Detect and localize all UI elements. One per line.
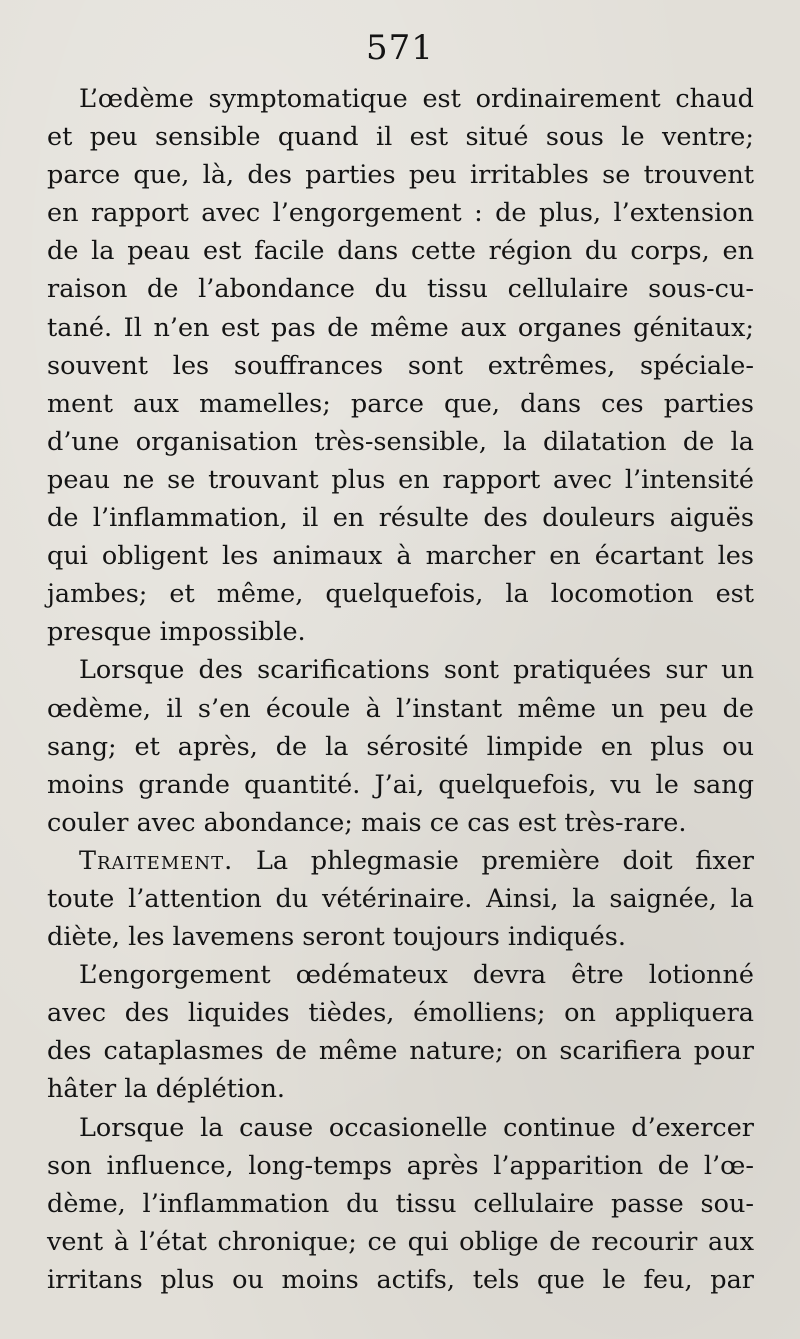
text-line: Lorsque des scarifications sont pratiquées sur un <box>79 655 754 686</box>
text-line: ment aux mamelles; parce que, dans ces parties <box>47 388 754 419</box>
text-line: des cataplasmes de même nature; on scarifiera pour <box>47 1036 754 1067</box>
text-line: moins grande quantité. J’ai, quelquefois, vu le sang <box>47 769 754 800</box>
text-line: diète, les lavemens seront toujours indiqués. <box>47 922 626 953</box>
text-line: avec des liquides tièdes, émolliens; on appliquera <box>47 998 754 1029</box>
text-line: couler avec abondance; mais ce cas est très-rare. <box>47 807 687 838</box>
text-line: en rapport avec l’engorgement : de plus, l’extension <box>47 198 754 229</box>
text-line: L’œdème symptomatique est ordinairement chaud <box>79 84 754 114</box>
text-line: presque impossible. <box>47 617 306 648</box>
text-line: souvent les souffrances sont extrêmes, spéciale- <box>47 350 754 381</box>
text-line: vent à l’état chronique; ce qui oblige de recourir aux <box>47 1226 754 1257</box>
text-line: qui obligent les animaux à marcher en écartant les <box>47 541 754 572</box>
text-fragment: La phlegmasie première doit fixer <box>255 845 754 876</box>
text-line: parce que, là, des parties peu irritables se trouvent <box>47 160 754 191</box>
text-line: son influence, long-temps après l’apparition de l’œ- <box>47 1150 754 1181</box>
text-line: peau ne se trouvant plus en rapport avec l’intensité <box>47 464 754 495</box>
text-line: de l’inflammation, il en résulte des douleurs aiguës <box>47 503 754 534</box>
text-line: et peu sensible quand il est situé sous le ventre; <box>47 122 754 153</box>
text-line: L’engorgement œdémateux devra être lotionné <box>79 960 754 991</box>
text-line: tané. Il n’en est pas de même aux organes génitaux; <box>47 312 754 343</box>
paragraph-scarifications <box>47 651 754 841</box>
text-line: sang; et après, de la sérosité limpide en plus ou <box>47 731 754 762</box>
paragraph-lotion <box>47 956 754 1108</box>
body-text <box>47 80 754 1299</box>
text-line: hâter la déplétion. <box>47 1074 285 1105</box>
paragraph-chronic <box>47 1109 754 1299</box>
text-line: toute l’attention du vétérinaire. Ainsi, la saignée, la <box>47 883 754 914</box>
text-line: raison de l’abondance du tissu cellulaire sous-cu- <box>47 274 754 305</box>
text-line: œdème, il s’en écoule à l’instant même un peu de <box>47 693 754 724</box>
paragraph-treatment <box>47 842 754 956</box>
paragraph-symptomatic-oedema <box>47 80 754 651</box>
text-line: irritans plus ou moins actifs, tels que le feu, par <box>47 1264 754 1295</box>
section-heading-traitement: Traitement. <box>79 845 234 876</box>
text-line: dème, l’inflammation du tissu cellulaire passe sou- <box>47 1188 754 1219</box>
text-line: Lorsque la cause occasionelle continue d’exercer <box>79 1112 754 1143</box>
text-line: d’une organisation très-sensible, la dilatation de la <box>47 426 754 457</box>
text-line: jambes; et même, quelquefois, la locomotion est <box>47 579 754 610</box>
text-line: de la peau est facile dans cette région du corps, en <box>47 236 754 267</box>
page-number: 571 <box>366 28 434 68</box>
text-line <box>47 842 754 880</box>
